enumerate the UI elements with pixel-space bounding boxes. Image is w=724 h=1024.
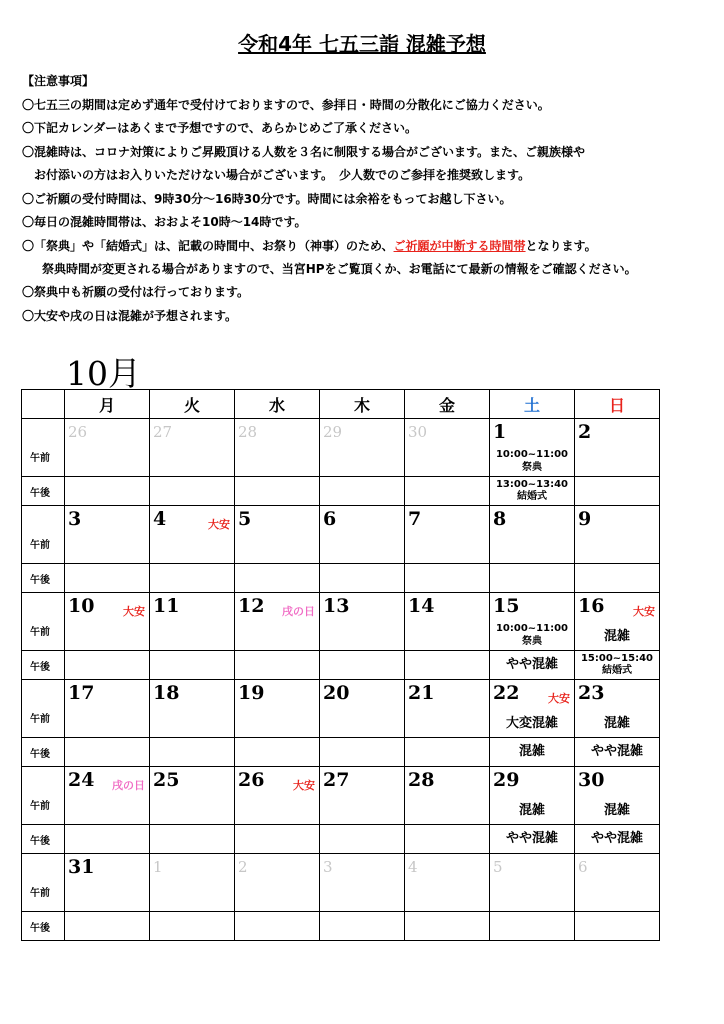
day-cell-am — [490, 767, 575, 825]
day-cell-pm — [320, 912, 405, 941]
weekday-fri: 金 — [405, 390, 490, 419]
day-cell-pm — [575, 825, 660, 854]
pm-crowd-level: やや混雑 — [505, 657, 558, 672]
day-cell-am — [150, 593, 235, 651]
day-cell-am — [235, 593, 320, 651]
day-cell — [235, 680, 319, 737]
day-number: 31 — [68, 856, 95, 878]
day-cell — [235, 593, 319, 650]
notice-line: 〇毎日の混雑時間帯は、おおよそ10時～14時です。 — [22, 215, 307, 229]
day-number: 2 — [238, 858, 248, 876]
day-number: 16 — [578, 595, 605, 617]
weekday-sun: 日 — [575, 390, 660, 419]
day-cell-pm — [150, 738, 235, 767]
day-cell-am — [235, 767, 320, 825]
am-label-cell — [22, 419, 65, 477]
day-cell-pm — [575, 477, 660, 506]
week-am-row — [22, 854, 660, 912]
event-name: 結婚式 — [517, 491, 547, 502]
day-cell-am — [235, 419, 320, 477]
week-am-row — [22, 593, 660, 651]
notice-line: 〇七五三の期間は定めず通年で受付けておりますので、参拝日・時間の分散化にご協力ください。 — [22, 97, 550, 112]
day-cell — [150, 767, 234, 824]
day-cell-am — [405, 419, 490, 477]
month-heading: 10月 — [66, 354, 141, 393]
day-tag-inu: 戌の日 — [112, 779, 145, 792]
calendar-table — [21, 389, 660, 941]
day-cell-am — [405, 767, 490, 825]
day-cell — [150, 854, 234, 911]
pm-label: 午後 — [30, 923, 50, 934]
day-cell — [490, 680, 574, 737]
pm-label-cell — [22, 651, 65, 680]
weekday-thu: 木 — [320, 390, 405, 419]
day-cell-pm — [405, 738, 490, 767]
day-cell — [575, 854, 659, 911]
day-cell-pm — [235, 651, 320, 680]
day-cell — [575, 506, 659, 563]
day-tag-taian: 大安 — [548, 692, 570, 705]
day-cell — [65, 419, 149, 476]
day-cell-pm — [235, 912, 320, 941]
day-cell-am — [405, 680, 490, 738]
pm-label: 午後 — [30, 575, 50, 586]
day-cell-pm — [65, 477, 150, 506]
day-cell — [405, 506, 489, 563]
week-pm-row — [22, 651, 660, 680]
pm-label-cell — [22, 564, 65, 593]
day-cell-pm — [575, 651, 660, 680]
pm-label: 午後 — [30, 488, 50, 499]
day-cell-am — [575, 854, 660, 912]
day-number: 12 — [238, 595, 265, 617]
day-number: 6 — [323, 508, 337, 530]
day-cell-am — [235, 680, 320, 738]
am-label: 午前 — [30, 888, 50, 899]
title-text: 令和4年 七五三詣 混雑予想 — [238, 32, 486, 56]
day-cell-pm — [575, 738, 660, 767]
day-cell-pm — [150, 912, 235, 941]
notice-line: 〇混雑時は、コロナ対策によりご昇殿頂ける人数を３名に制限する場合がございます。また、ご親族様や — [22, 144, 586, 159]
corner-cell — [22, 390, 65, 419]
week-am-row — [22, 419, 660, 477]
day-cell — [490, 593, 574, 650]
pm-crowd-level: やや混雑 — [505, 831, 558, 846]
day-cell-pm — [235, 825, 320, 854]
day-number: 26 — [68, 423, 88, 441]
day-tag-taian: 大安 — [123, 605, 145, 618]
notice-line: 〇祭典中も祈願の受付は行っております。 — [22, 285, 250, 299]
page-title — [0, 28, 724, 57]
day-cell-pm — [150, 825, 235, 854]
day-cell-pm — [575, 564, 660, 593]
day-cell-pm — [490, 477, 575, 506]
day-cell — [235, 419, 319, 476]
day-cell — [65, 680, 149, 737]
day-number: 4 — [408, 858, 418, 876]
day-tag-taian: 大安 — [208, 518, 230, 531]
notice-highlight: ご祈願が中断する時間帯 — [393, 238, 526, 253]
week-pm-row — [22, 825, 660, 854]
pm-label-cell — [22, 825, 65, 854]
day-tag-inu: 戌の日 — [282, 605, 315, 618]
day-cell-am — [320, 506, 405, 564]
day-cell — [320, 854, 404, 911]
day-cell — [65, 767, 149, 824]
day-cell — [405, 767, 489, 824]
am-crowd-level: 大変混雑 — [505, 716, 558, 731]
am-label-cell — [22, 593, 65, 651]
event-time: 10:00~11:00 — [495, 449, 569, 460]
day-cell — [320, 767, 404, 824]
weekday-wed: 水 — [235, 390, 320, 419]
day-cell — [320, 419, 404, 476]
week-am-row — [22, 506, 660, 564]
day-cell-pm — [235, 564, 320, 593]
day-number: 20 — [323, 682, 350, 704]
notice-line: 〇下記カレンダーはあくまで予想ですので、あらかじめご了承ください。 — [22, 121, 417, 135]
event-time: 10:00~11:00 — [495, 623, 569, 634]
pm-label: 午後 — [30, 662, 50, 673]
day-cell-am — [320, 419, 405, 477]
day-cell-pm — [490, 651, 575, 680]
day-cell-pm — [320, 651, 405, 680]
am-label: 午前 — [30, 627, 50, 638]
pm-crowd-level: やや混雑 — [590, 744, 643, 759]
day-cell — [490, 419, 574, 476]
day-number: 30 — [408, 423, 428, 441]
day-cell-am — [575, 767, 660, 825]
day-cell-am — [150, 767, 235, 825]
day-cell — [150, 680, 234, 737]
day-number: 25 — [153, 769, 180, 791]
day-cell-am — [405, 506, 490, 564]
day-cell — [65, 854, 149, 911]
day-number: 5 — [493, 858, 503, 876]
day-cell — [150, 419, 234, 476]
day-cell-pm — [320, 738, 405, 767]
day-cell-pm — [575, 912, 660, 941]
day-cell-am — [405, 593, 490, 651]
day-cell-am — [235, 854, 320, 912]
pm-label-cell — [22, 738, 65, 767]
pm-crowd-level: 混雑 — [518, 744, 545, 759]
day-cell — [235, 854, 319, 911]
day-cell — [405, 593, 489, 650]
am-crowd-level: 混雑 — [603, 629, 630, 644]
day-cell — [575, 767, 659, 824]
day-cell-am — [405, 854, 490, 912]
day-number: 17 — [68, 682, 95, 704]
day-cell-am — [65, 767, 150, 825]
day-cell — [320, 593, 404, 650]
day-cell — [575, 593, 659, 650]
day-cell — [490, 854, 574, 911]
day-cell — [320, 680, 404, 737]
week-am-row — [22, 767, 660, 825]
day-cell-pm — [490, 738, 575, 767]
am-label: 午前 — [30, 453, 50, 464]
week-pm-row — [22, 912, 660, 941]
day-number: 13 — [323, 595, 350, 617]
pm-label-cell — [22, 477, 65, 506]
day-number: 29 — [323, 423, 343, 441]
notice-line: 〇ご祈願の受付時間は、9時30分～16時30分です。時間には余裕をもってお越し下さい。 — [22, 191, 512, 206]
day-number: 23 — [578, 682, 605, 704]
day-number: 28 — [238, 423, 258, 441]
day-cell — [405, 854, 489, 911]
weekday-mon: 月 — [65, 390, 150, 419]
day-cell-am — [490, 680, 575, 738]
day-cell-pm — [65, 564, 150, 593]
event-name: 祭典 — [522, 636, 542, 647]
day-number: 2 — [578, 421, 592, 443]
day-cell-pm — [490, 912, 575, 941]
day-cell-pm — [65, 651, 150, 680]
day-number: 11 — [153, 595, 180, 617]
week-pm-row — [22, 564, 660, 593]
day-cell — [405, 419, 489, 476]
day-cell-am — [575, 419, 660, 477]
day-number: 8 — [493, 508, 507, 530]
day-cell — [65, 506, 149, 563]
am-label-cell — [22, 767, 65, 825]
event-time: 15:00~15:40 — [580, 653, 654, 664]
day-cell-am — [150, 680, 235, 738]
pm-label: 午後 — [30, 836, 50, 847]
day-number: 29 — [493, 769, 520, 791]
day-cell-am — [150, 419, 235, 477]
day-number: 24 — [68, 769, 95, 791]
day-cell-pm — [320, 477, 405, 506]
day-cell — [490, 767, 574, 824]
weekday-header-row — [22, 390, 660, 419]
day-cell-pm — [150, 651, 235, 680]
day-cell — [575, 419, 659, 476]
pm-event — [490, 479, 574, 503]
am-crowd-level: 混雑 — [603, 716, 630, 731]
day-cell — [320, 506, 404, 563]
am-label: 午前 — [30, 540, 50, 551]
day-cell-pm — [150, 477, 235, 506]
day-number: 5 — [238, 508, 252, 530]
day-cell — [150, 593, 234, 650]
day-number: 28 — [408, 769, 435, 791]
day-number: 26 — [238, 769, 265, 791]
day-cell-pm — [490, 564, 575, 593]
day-cell-pm — [490, 825, 575, 854]
day-cell — [490, 506, 574, 563]
day-number: 10 — [68, 595, 95, 617]
day-number: 1 — [493, 421, 507, 443]
day-cell-am — [320, 680, 405, 738]
day-cell-am — [320, 854, 405, 912]
event-name: 祭典 — [522, 462, 542, 473]
weekday-sat: 土 — [490, 390, 575, 419]
am-event — [490, 622, 574, 648]
pm-crowd-level: やや混雑 — [590, 831, 643, 846]
day-cell-am — [320, 593, 405, 651]
am-label: 午前 — [30, 714, 50, 725]
day-cell-am — [490, 506, 575, 564]
day-cell-pm — [405, 825, 490, 854]
notice-line: 祭典時間が変更される場合がありますので、当宮HPをご覧頂くか、お電話にて最新の情報をご確認ください。 — [42, 262, 637, 276]
notice-text: 〇「祭典」や「結婚式」は、記載の時間中、お祭り（神事）のため、 — [22, 238, 394, 253]
day-number: 27 — [153, 423, 173, 441]
day-cell-pm — [320, 564, 405, 593]
day-tag-taian: 大安 — [633, 605, 655, 618]
day-cell-pm — [405, 912, 490, 941]
weekday-tue: 火 — [150, 390, 235, 419]
day-cell-pm — [405, 564, 490, 593]
day-cell-pm — [235, 477, 320, 506]
day-cell-am — [65, 593, 150, 651]
week-pm-row — [22, 477, 660, 506]
day-number: 21 — [408, 682, 435, 704]
day-cell-am — [150, 506, 235, 564]
day-cell-pm — [405, 651, 490, 680]
day-number: 1 — [153, 858, 163, 876]
day-cell-am — [490, 419, 575, 477]
day-cell-pm — [65, 912, 150, 941]
day-cell — [575, 680, 659, 737]
am-label: 午前 — [30, 801, 50, 812]
day-cell-am — [490, 854, 575, 912]
notice-line: 〇大安や戌の日は混雑が予想されます。 — [22, 308, 238, 323]
day-cell — [235, 767, 319, 824]
day-number: 15 — [493, 595, 520, 617]
day-cell-am — [490, 593, 575, 651]
day-cell-am — [65, 854, 150, 912]
day-cell-am — [150, 854, 235, 912]
event-name: 結婚式 — [602, 665, 632, 676]
am-label-cell — [22, 680, 65, 738]
pm-label-cell — [22, 912, 65, 941]
day-cell-am — [575, 593, 660, 651]
day-number: 18 — [153, 682, 180, 704]
week-pm-row — [22, 738, 660, 767]
day-cell-am — [235, 506, 320, 564]
day-cell-pm — [65, 738, 150, 767]
day-number: 22 — [493, 682, 520, 704]
pm-event — [575, 653, 659, 677]
day-number: 3 — [68, 508, 82, 530]
notice-text: となります。 — [525, 238, 597, 253]
day-cell-pm — [320, 825, 405, 854]
day-cell-pm — [235, 738, 320, 767]
day-number: 19 — [238, 682, 265, 704]
day-cell-am — [65, 680, 150, 738]
day-cell — [150, 506, 234, 563]
day-tag-taian: 大安 — [293, 779, 315, 792]
day-cell-am — [575, 680, 660, 738]
event-time: 13:00~13:40 — [495, 479, 569, 490]
day-cell-pm — [65, 825, 150, 854]
notice-line — [22, 235, 702, 259]
notice-heading: 【注意事項】 — [22, 74, 95, 88]
notice-section — [22, 70, 702, 328]
day-cell — [405, 680, 489, 737]
notice-line: お付添いの方はお入りいただけない場合がございます。 少人数でのご参拝を推奨致します。 — [22, 168, 531, 182]
day-number: 9 — [578, 508, 592, 530]
am-event — [490, 448, 574, 474]
day-number: 14 — [408, 595, 435, 617]
day-number: 30 — [578, 769, 605, 791]
pm-label: 午後 — [30, 749, 50, 760]
day-number: 7 — [408, 508, 422, 530]
am-crowd-level: 混雑 — [603, 803, 630, 818]
day-number: 4 — [153, 508, 167, 530]
am-crowd-level: 混雑 — [518, 803, 545, 818]
day-cell-pm — [405, 477, 490, 506]
day-cell-am — [65, 506, 150, 564]
day-number: 6 — [578, 858, 588, 876]
day-cell-pm — [150, 564, 235, 593]
day-cell-am — [65, 419, 150, 477]
day-cell-am — [575, 506, 660, 564]
day-number: 27 — [323, 769, 350, 791]
day-number: 3 — [323, 858, 333, 876]
am-label-cell — [22, 506, 65, 564]
am-label-cell — [22, 854, 65, 912]
day-cell — [65, 593, 149, 650]
week-am-row — [22, 680, 660, 738]
day-cell-am — [320, 767, 405, 825]
calendar-body — [22, 419, 660, 941]
day-cell — [235, 506, 319, 563]
